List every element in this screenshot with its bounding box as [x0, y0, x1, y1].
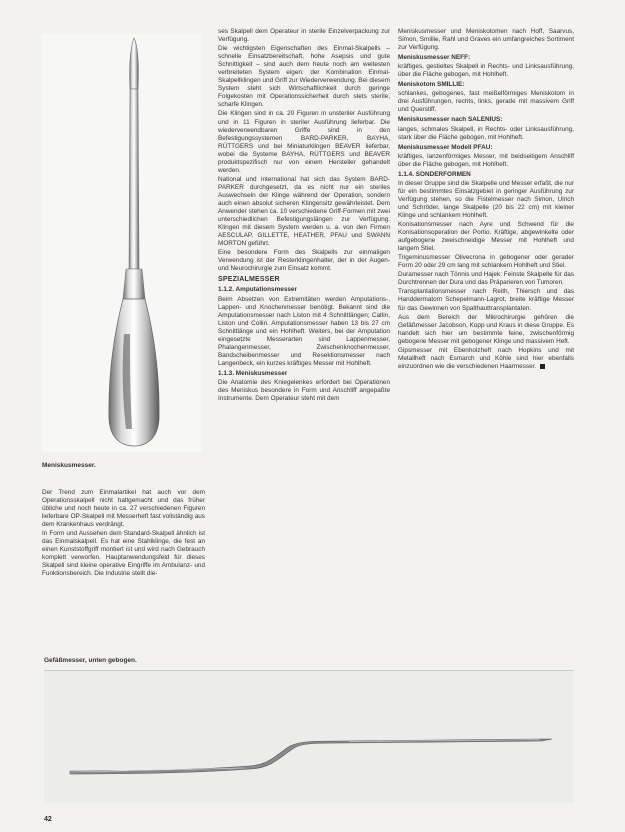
- paragraph: Duramesser nach Tönnis und Hajek: Feinste Skalpelle für das Durchtrennen der Dura und das Präparieren von Tumoren.: [398, 271, 574, 287]
- paragraph: Meniskusmesser und Meniskotomen nach Hoff, Saarvus, Simon, Smillie, Rahl und Graves ein umfangreiches Sortiment zur Verfügung.: [398, 28, 574, 52]
- figure-caption-meniscus: Meniskusmesser.: [42, 462, 96, 469]
- paragraph: National und international hat sich das System BARD-PARKER durchgesetzt, da es nicht nur ein steriles Auswechseln der Klinge während der Operation, sondern auch einen absolut sicheren Klingensitz gewährleistet. Dem Anwender stehen ca. 10 verschiedene Griff-Formen mit zwei unterschiedlichen Befestigungslängen zur Verfügung. Klingen mit diesem System werden u. a. von den Firmen AESCULAP, GILLETTE, HEATHER, PFAU und SWANN MORTON geführt.: [218, 175, 390, 248]
- paragraph: langes, schmales Skalpell, in Rechts- oder Linksausführung, stark über die Fläche gebogen, mit Hohlheft.: [398, 125, 574, 141]
- paragraph: 1.1.3. Meniskusmesser: [218, 369, 288, 377]
- paragraph: Eine besondere Form des Skalpells zur einmaligen Verwendung ist der Resterklingenhalter, der in der Augen- und Neurochirurgie zum Einsatz kommt.: [218, 249, 390, 273]
- paragraph: Meniskusmesser nach SALENIUS:: [398, 116, 503, 124]
- paragraph: In Form und Aussehen dem Standard-Skalpell ähnlich ist das Einmalskalpell. Es hat eine Stahlklinge, die fest an einen Kunststoffgriff montiert ist und wird nach Gebrauch komplett verworfen. Hauptanwendungsfeld für dieses Skalpell sind kleine operative Eingriffe im Ambulanz- und Funktionsbereich. Die Industrie stellt die-: [42, 530, 205, 578]
- paragraph: Gipsmesser mit Ebenholzheft nach Hopkins und mit Metallheft nach Esmarch und Köhle sind hier ebenfalls einzuordnen wie die verschiedenen Haarmesser.: [398, 346, 574, 370]
- end-square-icon: [540, 364, 545, 369]
- paragraph: schlankes, gebogenes, fast meißelförmiges Meniskotom in drei Ausführungen, rechts, links, gerade mit massivem Griff und Querstiff.: [398, 90, 574, 114]
- text-column-left: [42, 489, 205, 580]
- paragraph: ses Skalpell dem Operateur in sterile Einzelverpackung zur Verfügung.: [218, 28, 390, 44]
- meniscus-knife-illustration: [42, 34, 202, 452]
- figure-caption-vessel-knife: Gefäßmesser, unten gebogen.: [44, 657, 137, 664]
- vessel-knife-figure: [44, 670, 574, 803]
- page-number: 42: [44, 816, 52, 823]
- paragraph: In dieser Gruppe sind die Skalpelle und Messer erfaßt, die nur für ein bestimmtes Einsatzgebiet in geringer Ausführung zur Verfügung stehen, so die Fistelmesser nach Simon, Ulrich und Schröder, lange Skalpelle (20 bis 22 cm) mit kleiner Klinge und schlankem Hohlheft.: [398, 179, 574, 219]
- paragraph: 1.1.4. SONDERFORMEN: [398, 170, 471, 178]
- paragraph: 1.1.2. Amputationsmesser: [218, 286, 297, 294]
- text-column-middle: [218, 28, 390, 404]
- paragraph: Die Klingen sind in ca. 20 Figuren in unsteriler Ausführung und in 11 Figuren in steriler Ausführung lieferbar. Die wiederverwendbaren Griffe sind in den Befestigungssystemen BARD-PARKER, BAYHA, RÜTTGERS und bei Miniaturklingen BEAVER lieferbar, wobei die Systeme BAYHA, RÜTTGERS und BEAVER produktspezifisch nur von einem Hersteller gehandelt werden.: [218, 110, 390, 174]
- paragraph: Trigeminusmesser Olivecrona in gebogener oder gerader Form 20 oder 29 cm lang mit schlankem Hohlheft und Stiel.: [398, 254, 574, 270]
- paragraph: Beim Absetzen von Extremitäten werden Amputations-, Lappen- und Knochenmesser benötigt. Bekannt sind die Amputationsmesser nach Liston mit 4 Schnittlängen; Catlin, Liston und Collin. Amputationsmesser haben 13 bis 27 cm Schnittlänge und ein Hohlheft. Weiters, bei der Amputation eingesetzte Messerarten sind Lappenmesser, Phalangenmesser, Zwischenknochenmesser, Bandscheibenmesser und Resektionsmesser nach Langenbeck, ein kurzes kräftiges Messer mit Hohlheft.: [218, 295, 390, 367]
- paragraph: Konisationsmesser nach Ayre und Schwend für die Konisationsoperation der Portio. Kräftige, abgewinkelte oder aufgebogene zweischneidige Messer mit Hohlheft und langem Stiel.: [398, 221, 574, 253]
- paragraph: Der Trend zum Einmalartikel hat auch vor dem Operationsskalpell nicht haltgemacht und das früher übliche und noch heute in ca. 27 verschiedenen Figuren lieferbare OP-Skalpell mit Messerheft fast vollständig aus dem Krankenhaus verdrängt.: [42, 489, 205, 529]
- paragraph: kräftiges, gestieltes Skalpell in Rechts- und Linksausführung, über die Fläche gebogen, mit Hohlheft.: [398, 63, 574, 79]
- vessel-knife-illustration: [44, 671, 574, 803]
- paragraph: Die Anatomie des Kniegelenkes erfordert bei Operationen des Meniskus besondere in Form und Anschliff angepaßte Instrumente. Dem Operateur steht mit dem: [218, 378, 390, 403]
- paragraph: Meniskusmesser NEFF:: [398, 54, 471, 62]
- paragraph: kräftiges, lanzenförmiges Messer, mit beidseitigem Anschliff über die Fläche gebogen, mit Hohlheft.: [398, 152, 574, 168]
- paragraph: Meniskusmesser Modell PFAU:: [398, 143, 493, 151]
- paragraph: Die wichtigsten Eigenschaften des Einmal-Skalpells – schnelle Einsatzbereitschaft, hohe Asepsis und gute Schnittigkeit – sind auch dem heute noch am weitesten verbreiteten System eigen: der Kombination Einmal-Skalpellklingen und Griff zur Wiederverwendung. Bei diesem System steht sich Wirtschaftlichkeit durch geringe Folgekosten mit Operationssicherheit durch stets sterile, scharfe Klingen.: [218, 45, 390, 109]
- paragraph: Meniskotom SMILLIE:: [398, 81, 465, 89]
- paragraph: Aus dem Bereich der Mikrochirurgie gehören die Gefäßmesser Jacobson, Kopp und Kraus in diese Gruppe. Es handelt sich hier um bestimmte feine, zwischenförmig gebogene Messer mit gebogener Klinge und massivem Heft.: [398, 313, 574, 345]
- scalpel-handle-figure: [42, 34, 202, 452]
- paragraph: SPEZIALMESSER: [218, 276, 280, 284]
- text-column-right: [398, 28, 574, 372]
- paragraph: Transplantationsmesser nach Reith, Thiersch und das Handdermatom Schepelmann-Lagrot, breite kräftige Messer für das Gewinnen von Spalthauttransplantaten.: [398, 288, 574, 312]
